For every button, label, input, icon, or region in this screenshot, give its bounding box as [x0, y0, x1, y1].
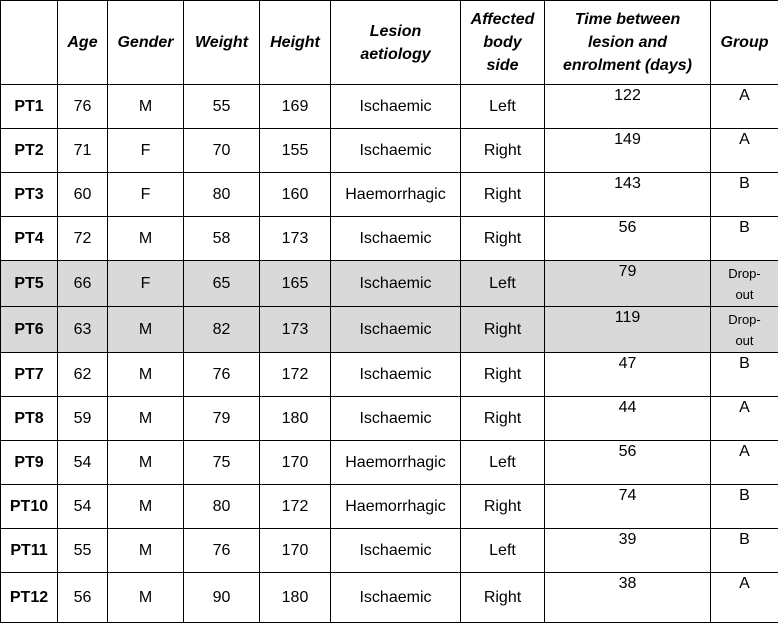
cell-age: 60	[58, 173, 108, 217]
table-row	[1, 307, 778, 353]
cell-side: Left	[461, 261, 545, 307]
cell-weight: 90	[184, 573, 260, 623]
cell-side: Right	[461, 353, 545, 397]
cell-gender: F	[108, 129, 184, 173]
cell-time: 119	[545, 307, 711, 353]
table-row	[1, 173, 778, 217]
table-row	[1, 573, 778, 623]
cell-time: 56	[545, 217, 711, 261]
cell-age: 59	[58, 397, 108, 441]
cell-aetiology: Ischaemic	[331, 529, 461, 573]
cell-gender: M	[108, 217, 184, 261]
cell-group-line: out	[711, 330, 778, 351]
cell-id: PT8	[1, 397, 58, 441]
cell-gender: M	[108, 307, 184, 353]
cell-aetiology: Ischaemic	[331, 397, 461, 441]
cell-id: PT6	[1, 307, 58, 353]
cell-height: 180	[260, 397, 331, 441]
cell-weight: 82	[184, 307, 260, 353]
cell-aetiology: Ischaemic	[331, 217, 461, 261]
cell-age: 72	[58, 217, 108, 261]
cell-age: 55	[58, 529, 108, 573]
header-time-line: lesion and	[545, 31, 710, 54]
cell-height: 173	[260, 307, 331, 353]
cell-group-line: out	[711, 284, 778, 305]
cell-age: 62	[58, 353, 108, 397]
header-side-line: side	[461, 54, 544, 77]
cell-group	[711, 261, 778, 307]
cell-weight: 65	[184, 261, 260, 307]
cell-id: PT10	[1, 485, 58, 529]
cell-aetiology: Ischaemic	[331, 573, 461, 623]
cell-gender: F	[108, 261, 184, 307]
cell-age: 71	[58, 129, 108, 173]
cell-gender: M	[108, 485, 184, 529]
cell-aetiology: Haemorrhagic	[331, 441, 461, 485]
table-row	[1, 353, 778, 397]
cell-weight: 80	[184, 173, 260, 217]
cell-side: Right	[461, 397, 545, 441]
cell-group: B	[711, 485, 778, 529]
cell-id: PT9	[1, 441, 58, 485]
cell-group: A	[711, 441, 778, 485]
cell-id: PT5	[1, 261, 58, 307]
cell-weight: 58	[184, 217, 260, 261]
cell-aetiology: Haemorrhagic	[331, 485, 461, 529]
cell-weight: 76	[184, 529, 260, 573]
cell-age: 66	[58, 261, 108, 307]
cell-weight: 55	[184, 85, 260, 129]
header-gender: Gender	[108, 1, 184, 85]
header-id	[1, 1, 58, 85]
table-row	[1, 217, 778, 261]
cell-group: B	[711, 217, 778, 261]
cell-time: 74	[545, 485, 711, 529]
header-time	[545, 1, 711, 85]
cell-group-line: Drop-	[711, 263, 778, 284]
cell-age: 76	[58, 85, 108, 129]
cell-age: 54	[58, 485, 108, 529]
header-side	[461, 1, 545, 85]
cell-id: PT2	[1, 129, 58, 173]
header-height: Height	[260, 1, 331, 85]
table-row	[1, 397, 778, 441]
table-body	[1, 85, 778, 623]
cell-id: PT1	[1, 85, 58, 129]
cell-time: 38	[545, 573, 711, 623]
cell-gender: M	[108, 397, 184, 441]
cell-time: 79	[545, 261, 711, 307]
cell-height: 172	[260, 353, 331, 397]
header-time-line: Time between	[545, 8, 710, 31]
cell-weight: 80	[184, 485, 260, 529]
cell-aetiology: Haemorrhagic	[331, 173, 461, 217]
cell-group: B	[711, 353, 778, 397]
cell-height: 169	[260, 85, 331, 129]
cell-height: 165	[260, 261, 331, 307]
cell-aetiology: Ischaemic	[331, 261, 461, 307]
cell-group: A	[711, 85, 778, 129]
cell-height: 160	[260, 173, 331, 217]
cell-time: 39	[545, 529, 711, 573]
cell-aetiology: Ischaemic	[331, 85, 461, 129]
cell-age: 54	[58, 441, 108, 485]
cell-time: 122	[545, 85, 711, 129]
cell-side: Right	[461, 573, 545, 623]
cell-height: 170	[260, 441, 331, 485]
cell-height: 180	[260, 573, 331, 623]
cell-height: 172	[260, 485, 331, 529]
table-row	[1, 261, 778, 307]
cell-group: A	[711, 397, 778, 441]
cell-side: Right	[461, 307, 545, 353]
cell-age: 63	[58, 307, 108, 353]
cell-group: A	[711, 129, 778, 173]
cell-time: 143	[545, 173, 711, 217]
cell-age: 56	[58, 573, 108, 623]
cell-group: A	[711, 573, 778, 623]
cell-aetiology: Ischaemic	[331, 353, 461, 397]
cell-group-line: Drop-	[711, 309, 778, 330]
cell-gender: F	[108, 173, 184, 217]
cell-time: 44	[545, 397, 711, 441]
cell-gender: M	[108, 353, 184, 397]
cell-side: Left	[461, 529, 545, 573]
header-age: Age	[58, 1, 108, 85]
header-aetiology-line: aetiology	[331, 43, 460, 66]
cell-side: Right	[461, 485, 545, 529]
header-aetiology	[331, 1, 461, 85]
cell-height: 173	[260, 217, 331, 261]
cell-time: 56	[545, 441, 711, 485]
cell-height: 155	[260, 129, 331, 173]
cell-weight: 75	[184, 441, 260, 485]
cell-group	[711, 307, 778, 353]
table-row	[1, 129, 778, 173]
header-aetiology-line: Lesion	[331, 20, 460, 43]
header-weight: Weight	[184, 1, 260, 85]
cell-side: Left	[461, 85, 545, 129]
cell-gender: M	[108, 441, 184, 485]
cell-height: 170	[260, 529, 331, 573]
cell-id: PT3	[1, 173, 58, 217]
table-row	[1, 85, 778, 129]
cell-id: PT4	[1, 217, 58, 261]
cell-side: Right	[461, 129, 545, 173]
cell-weight: 79	[184, 397, 260, 441]
cell-id: PT12	[1, 573, 58, 623]
cell-weight: 70	[184, 129, 260, 173]
cell-aetiology: Ischaemic	[331, 129, 461, 173]
cell-side: Left	[461, 441, 545, 485]
cell-gender: M	[108, 573, 184, 623]
cell-gender: M	[108, 85, 184, 129]
cell-gender: M	[108, 529, 184, 573]
table-row	[1, 441, 778, 485]
table-row	[1, 529, 778, 573]
header-side-line: Affected	[461, 8, 544, 31]
table-row	[1, 485, 778, 529]
cell-aetiology: Ischaemic	[331, 307, 461, 353]
cell-side: Right	[461, 173, 545, 217]
cell-time: 47	[545, 353, 711, 397]
header-group: Group	[711, 1, 778, 85]
cell-group: B	[711, 173, 778, 217]
cell-group: B	[711, 529, 778, 573]
header-row	[1, 1, 778, 85]
header-side-line: body	[461, 31, 544, 54]
header-time-line: enrolment (days)	[545, 54, 710, 77]
cell-side: Right	[461, 217, 545, 261]
cell-time: 149	[545, 129, 711, 173]
cell-id: PT11	[1, 529, 58, 573]
cell-weight: 76	[184, 353, 260, 397]
cell-id: PT7	[1, 353, 58, 397]
